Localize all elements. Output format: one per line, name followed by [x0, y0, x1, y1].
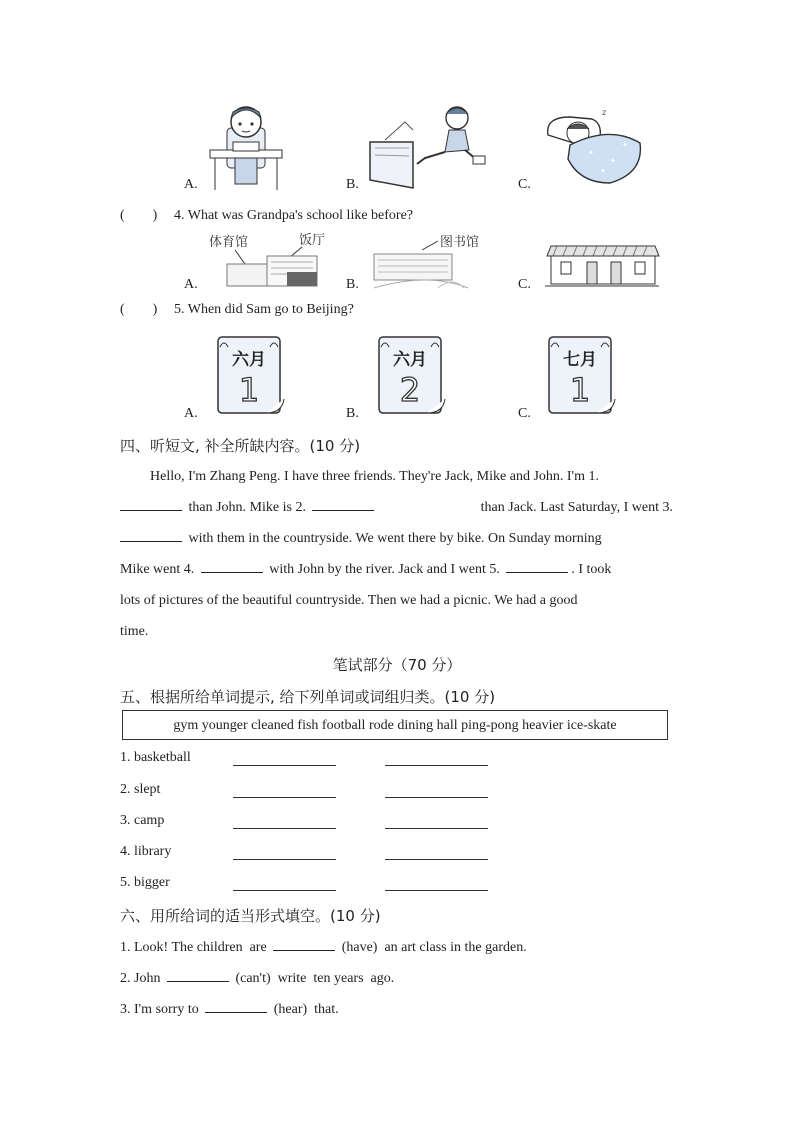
calendar-july-1 [541, 333, 617, 417]
fill-blank-1[interactable] [273, 938, 335, 951]
q4-answer-paren[interactable]: ( ) [120, 208, 158, 223]
classify-blank-4b[interactable] [385, 859, 488, 860]
section6-title: 六、用所给词的适当形式填空。(10 分) [120, 907, 381, 925]
q5-answer-paren[interactable]: ( ) [120, 302, 158, 317]
school-library-picture [368, 232, 493, 290]
svg-text:✦: ✦ [622, 141, 628, 149]
classify-blank-5a[interactable] [233, 890, 336, 891]
classify-blank-2a[interactable] [233, 797, 336, 798]
calendar-month: 六月 [393, 350, 427, 370]
school-gym-dining-picture [207, 232, 332, 290]
classify-item-5: 5. bigger [120, 875, 170, 890]
svg-text:✦: ✦ [610, 157, 616, 165]
word-bank-box: gym younger cleaned fish football rode dining hall ping-pong heavier ice-skate [122, 710, 668, 740]
fill-blank-3[interactable] [205, 1000, 267, 1013]
classify-blank-3b[interactable] [385, 828, 488, 829]
girl-sleeping-picture [540, 103, 645, 185]
q3-option-b: B. [346, 177, 359, 192]
calendar-june-1 [210, 333, 286, 417]
passage-blank-2[interactable] [312, 498, 374, 511]
calendar-day: 1 [238, 371, 260, 409]
classify-blank-3a[interactable] [233, 828, 336, 829]
written-part-title: 笔试部分（70 分） [332, 656, 462, 674]
fill-sentence-1: 1. Look! The children are (have) an art class in the garden. [120, 940, 527, 955]
q4-option-c: C. [518, 277, 531, 292]
calendar-day: 1 [569, 371, 591, 409]
section4-passage: Hello, I'm Zhang Peng. I have three friends. They're Jack, Mike and John. I'm 1. than John. Mike is 2. than Jack. Last Saturday, I went 3. with them in the countryside. We went there by bike. On Sunday morning Mike went 4. with John by the river. Jack and I went 5. . I took lots of pictures of the beautiful countryside. Then we had a picnic. We had a good time. [120, 469, 673, 639]
dining-hall-label: 饭厅 [299, 233, 326, 248]
q3-option-c: C. [518, 177, 531, 192]
classify-blank-2b[interactable] [385, 797, 488, 798]
classify-blank-5b[interactable] [385, 890, 488, 891]
section5-title: 五、根据所给单词提示, 给下列单词或词组归类。(10 分) [120, 688, 496, 706]
fill-blank-2[interactable] [167, 969, 229, 982]
calendar-month: 六月 [232, 350, 266, 370]
old-school-house-picture [543, 242, 661, 290]
svg-text:z: z [602, 108, 607, 117]
classify-item-3: 3. camp [120, 813, 165, 828]
q3-option-a: A. [184, 177, 198, 192]
boy-reading-picture [205, 100, 290, 192]
classify-blank-1b[interactable] [385, 765, 488, 766]
passage-blank-3[interactable] [120, 529, 182, 542]
passage-blank-5[interactable] [506, 560, 568, 573]
svg-text:✦: ✦ [588, 149, 594, 157]
fill-sentence-2: 2. John (can't) write ten years ago. [120, 971, 395, 986]
classify-item-4: 4. library [120, 844, 172, 859]
calendar-june-2 [371, 333, 447, 417]
classify-item-2: 2. slept [120, 782, 161, 797]
q4-option-b: B. [346, 277, 359, 292]
q4-question: 4. What was Grandpa's school like before? [174, 208, 414, 223]
calendar-month: 七月 [563, 350, 597, 370]
calendar-day: 2 [399, 371, 421, 409]
q4-option-a: A. [184, 277, 198, 292]
svg-text:✦: ✦ [600, 167, 606, 175]
boy-jumping-picture [365, 100, 495, 192]
section4-title: 四、听短文, 补全所缺内容。(10 分) [120, 437, 361, 455]
classify-blank-4a[interactable] [233, 859, 336, 860]
q5-option-a: A. [184, 406, 198, 421]
library-label: 图书馆 [440, 235, 480, 250]
q5-option-b: B. [346, 406, 359, 421]
passage-blank-4[interactable] [201, 560, 263, 573]
gym-label: 体育馆 [209, 235, 249, 250]
q5-option-c: C. [518, 406, 531, 421]
fill-sentence-3: 3. I'm sorry to (hear) that. [120, 1002, 339, 1017]
classify-blank-1a[interactable] [233, 765, 336, 766]
passage-blank-1[interactable] [120, 498, 182, 511]
classify-item-1: 1. basketball [120, 750, 191, 765]
q5-question: 5. When did Sam go to Beijing? [174, 302, 354, 317]
